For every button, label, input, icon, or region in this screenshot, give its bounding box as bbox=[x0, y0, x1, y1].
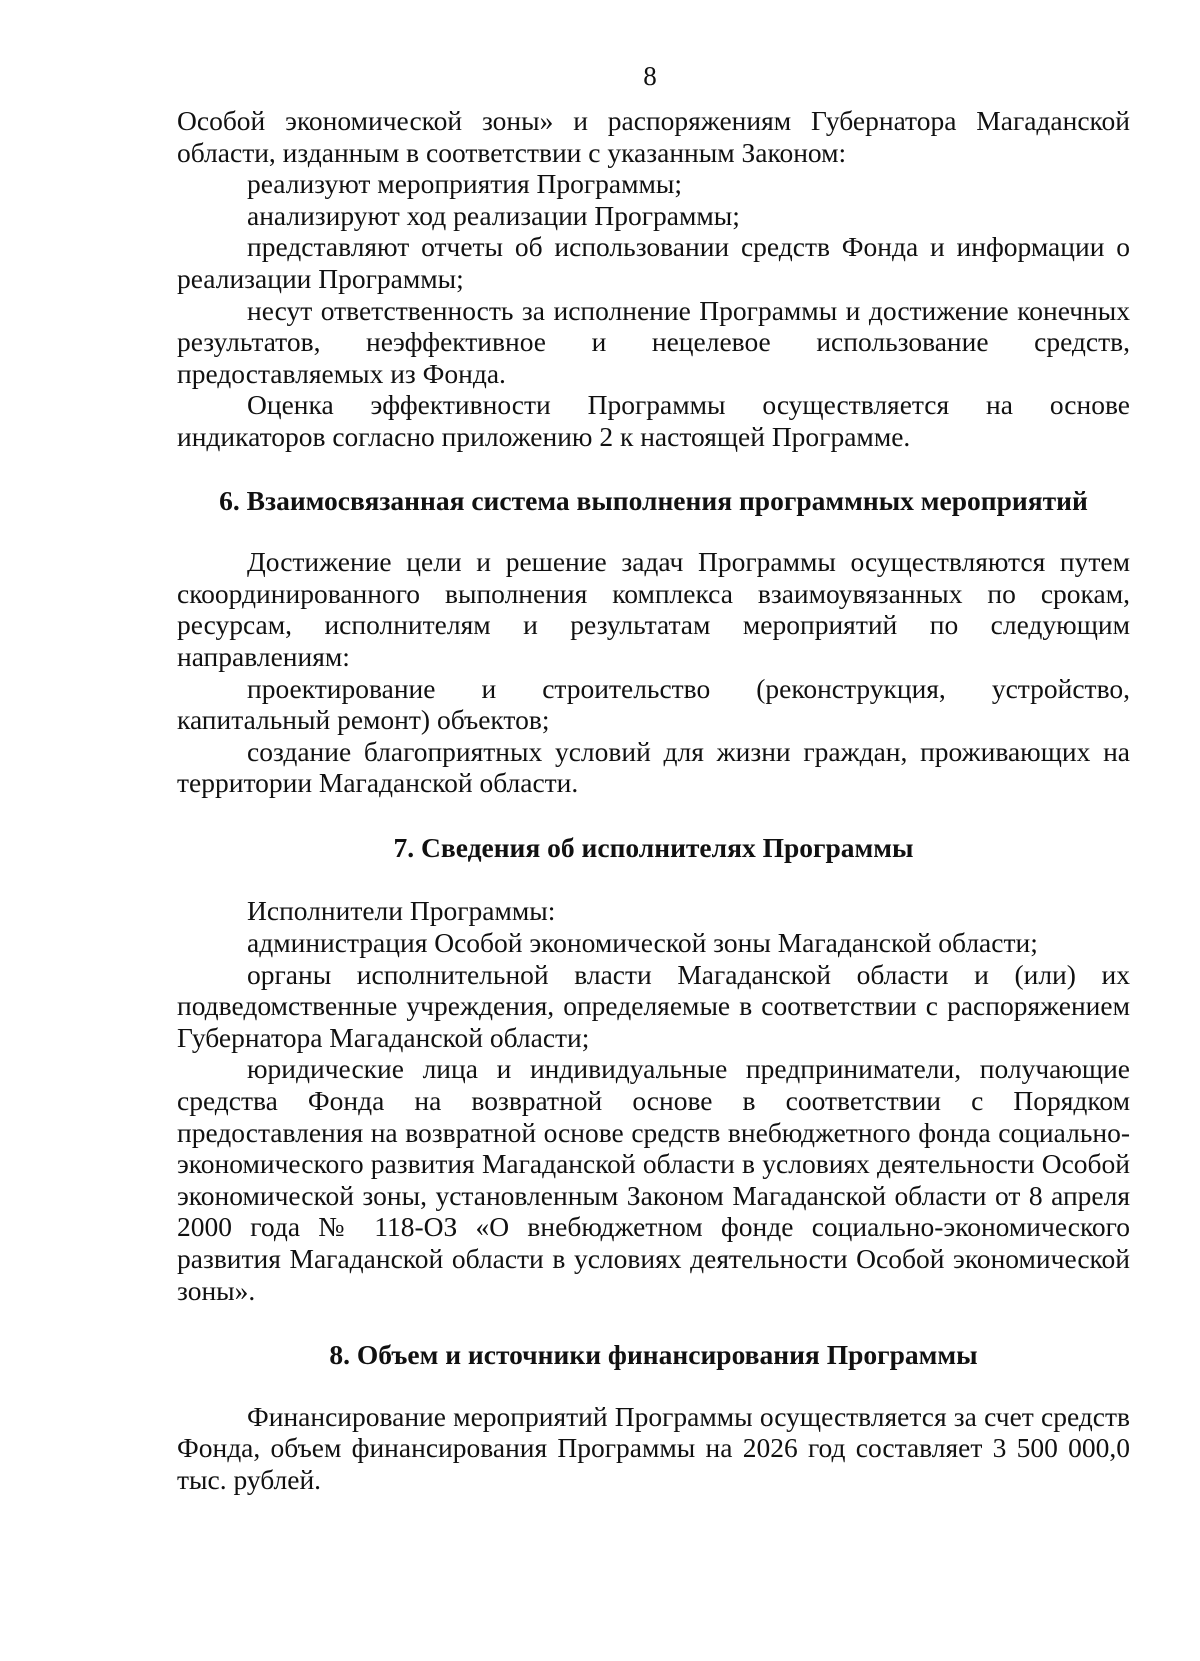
section-7-heading: 7. Сведения об исполнителях Программы bbox=[393, 831, 914, 863]
direction-item: создание благоприятных условий для жизни граждан, проживающих на территории Магаданской области. bbox=[177, 735, 1130, 799]
section-6-paragraph: Достижение цели и решение задач Программы осуществляются путем скоординированного выполнения комплекса взаимоувязанных по срокам, ресурсам, исполнителям и результатам мероприятий по следующим направлениям: bbox=[177, 546, 1130, 672]
duty-item: анализируют ход реализации Программы; bbox=[247, 199, 740, 231]
duty-item: несут ответственность за исполнение Программы и достижение конечных результатов, неэффективное и нецелевое использование средств, предоставляемых из Фонда. bbox=[177, 294, 1130, 389]
page-number: 8 bbox=[643, 61, 657, 91]
continuation-paragraph: Особой экономической зоны» и распоряжениям Губернатора Магаданской области, изданным в соответствии с указанным Законом: bbox=[177, 105, 1130, 168]
document-body bbox=[177, 105, 1130, 1496]
duty-item: представляют отчеты об использовании средств Фонда и информации о реализации Программы; bbox=[177, 231, 1130, 294]
section-8-heading: 8. Объем и источники финансирования Программы bbox=[329, 1339, 978, 1371]
executor-item: администрация Особой экономической зоны Магаданской области; bbox=[247, 927, 1038, 959]
duty-item: реализуют мероприятия Программы; bbox=[247, 168, 683, 200]
executor-item: органы исполнительной власти Магаданской области и (или) их подведомственные учреждения, определяемые в соответствии с распоряжением Губернатора Магаданской области; bbox=[177, 958, 1130, 1053]
evaluation-paragraph: Оценка эффективности Программы осуществляется на основе индикаторов согласно приложению 2 к настоящей Программе. bbox=[177, 389, 1130, 452]
executors-lead: Исполнители Программы: bbox=[247, 895, 556, 927]
executor-item: юридические лица и индивидуальные предприниматели, получающие средства Фонда на возвратной основе в соответствии с Порядком предоставления на возвратной основе средств внебюджетного фонда социально-экономического развития Магаданской области в условиях деятельности Особой экономической зоны, установленным Законом Магаданской области от 8 апреля 2000 года № 118-ОЗ «О внебюджетном фонде социально-экономического развития Магаданской области в условиях деятельности Особой экономической зоны». bbox=[177, 1053, 1130, 1306]
direction-item: проектирование и строительство (реконструкция, устройство, капитальный ремонт) объектов; bbox=[177, 672, 1130, 736]
financing-paragraph: Финансирование мероприятий Программы осуществляется за счет средств Фонда, объем финансирования Программы на 2026 год составляет 3 500 000,0 тыс. рублей. bbox=[177, 1400, 1130, 1495]
section-6-heading: 6. Взаимосвязанная система выполнения программных мероприятий bbox=[219, 484, 1088, 516]
